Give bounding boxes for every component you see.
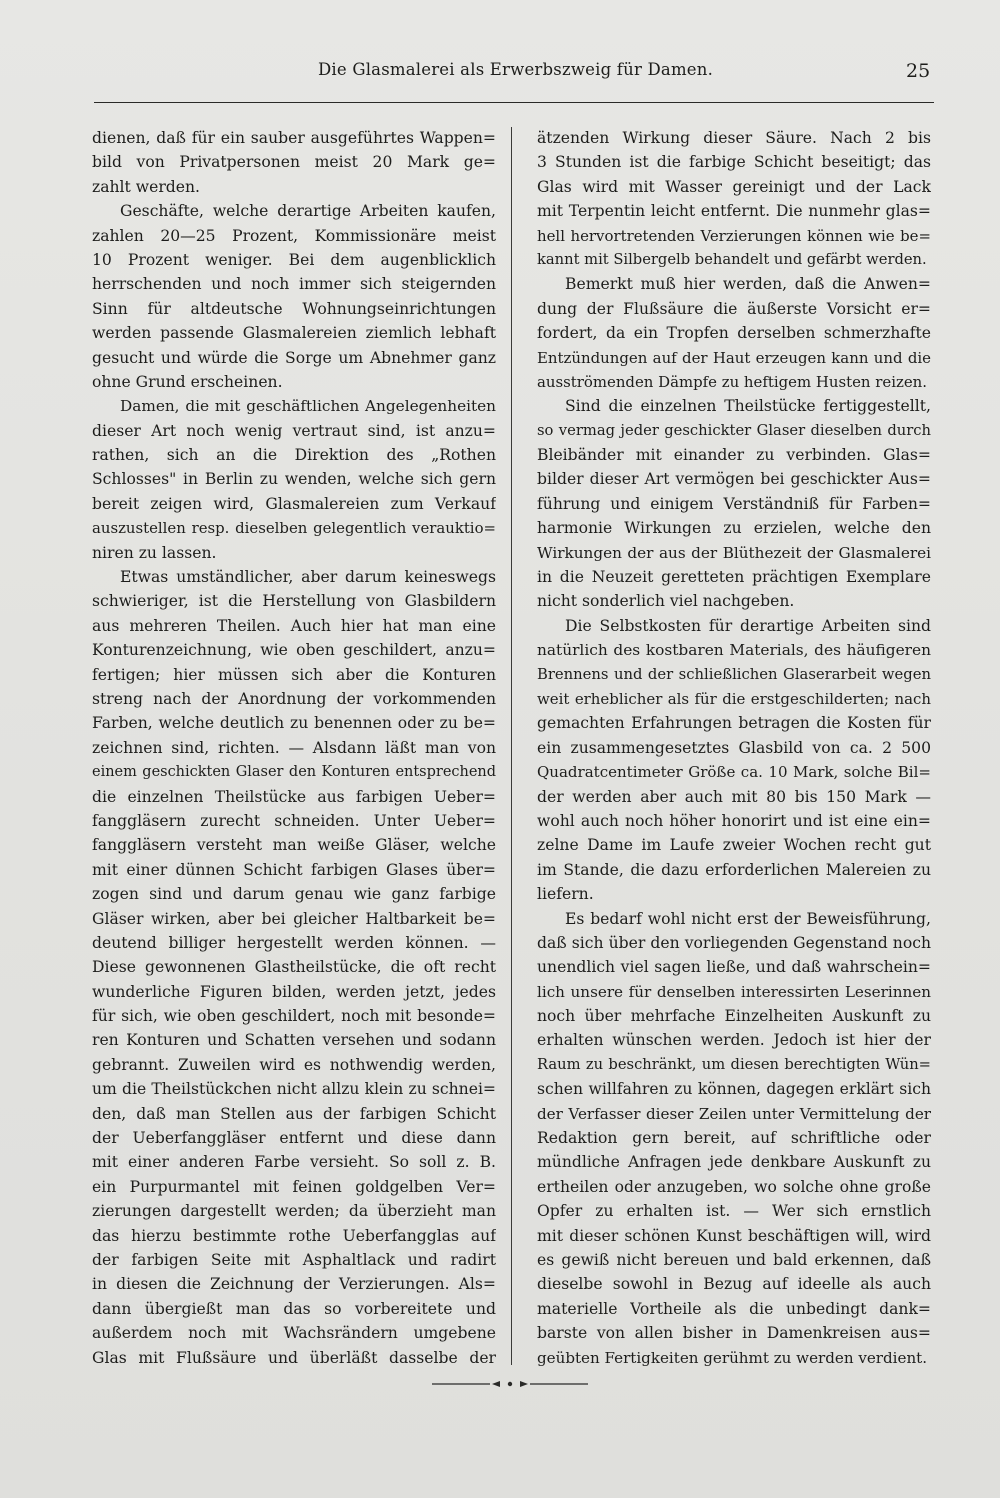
text-line: schen willfahren zu können, dagegen erklärt sich xyxy=(537,1080,931,1099)
text-line: die einzelnen Theilstücke aus farbigen Ueber= xyxy=(92,787,496,806)
text-line: aus mehreren Theilen. Auch hier hat man eine xyxy=(92,616,496,635)
text-line: Glas wird mit Wasser gereinigt und der Lack xyxy=(537,177,931,196)
text-line: fanggläsern versteht man weiße Gläser, welche xyxy=(92,836,496,855)
text-line: Bleibänder mit einander zu verbinden. Glas= xyxy=(537,446,931,465)
text-line: materielle Vortheile als die unbedingt dank= xyxy=(537,1299,931,1318)
text-line: Raum zu beschränkt, um diesen berechtigten Wün= xyxy=(537,1055,931,1073)
text-line: Wirkungen der aus der Blüthezeit der Glasmalerei xyxy=(537,543,931,562)
text-line: 3 Stunden ist die farbige Schicht beseitigt; das xyxy=(537,153,931,172)
text-line: ausströmenden Dämpfe zu heftigem Husten reizen. xyxy=(537,372,927,391)
running-title: Die Glasmalerei als Erwerbszweig für Damen. xyxy=(318,60,714,79)
text-line: bilder dieser Art vermögen bei geschickter Aus= xyxy=(537,470,931,489)
text-line: deutend billiger hergestellt werden können. — xyxy=(92,933,496,952)
text-line: mündliche Anfragen jede denkbare Auskunft zu xyxy=(537,1153,931,1172)
text-line: Brennens und der schließlichen Glaserarbeit wegen xyxy=(537,665,931,683)
text-line: barste von allen bisher in Damenkreisen aus= xyxy=(537,1324,931,1343)
text-line: der Ueberfanggläser entfernt und diese dann xyxy=(92,1129,496,1148)
left-text-column xyxy=(92,126,496,1370)
text-line: Sind die einzelnen Theilstücke fertiggestellt, xyxy=(565,397,931,416)
text-line: herrschenden und noch immer sich steigernden xyxy=(92,275,496,294)
text-line: der farbigen Seite mit Asphaltlack und radirt xyxy=(92,1250,496,1269)
text-line: in diesen die Zeichnung der Verzierungen. Als= xyxy=(92,1275,496,1294)
text-line: rathen, sich an die Direktion des „Rothen xyxy=(92,446,496,465)
text-line: geübten Fertigkeiten gerühmt zu werden verdient. xyxy=(537,1348,928,1367)
text-line: wohl auch noch höher honorirt und ist eine ein= xyxy=(537,811,931,830)
text-line: Schlosses" in Berlin zu wenden, welche sich gern xyxy=(92,470,496,489)
text-line: erhalten wünschen werden. Jedoch ist hier der xyxy=(537,1031,931,1050)
column-divider xyxy=(511,127,512,1365)
text-line: zierungen dargestellt werden; da überzieht man xyxy=(92,1202,496,1221)
text-line: zahlt werden. xyxy=(92,177,201,196)
end-ornament xyxy=(430,1378,590,1390)
text-line: um die Theilstückchen nicht allzu klein zu schnei= xyxy=(92,1080,496,1099)
text-line: Die Selbstkosten für derartige Arbeiten sind xyxy=(565,616,931,635)
text-line: liefern. xyxy=(537,885,594,904)
text-line: der werden aber auch mit 80 bis 150 Mark — xyxy=(537,787,931,806)
text-line: zahlen 20—25 Prozent, Kommissionäre meist xyxy=(92,226,496,245)
text-line: fertigen; hier müssen sich aber die Konturen xyxy=(92,665,496,684)
text-line: Gläser wirken, aber bei gleicher Haltbarkeit be= xyxy=(92,909,496,928)
text-line: gebrannt. Zuweilen wird es nothwendig werden, xyxy=(92,1055,496,1074)
text-line: dann übergießt man das so vorbereitete und xyxy=(92,1299,496,1318)
text-line: ein Purpurmantel mit feinen goldgelben Ver= xyxy=(92,1177,496,1196)
text-line: wunderliche Figuren bilden, werden jetzt, jedes xyxy=(92,982,496,1001)
text-line: ohne Grund erscheinen. xyxy=(92,372,283,391)
text-line: dieser Art noch wenig vertraut sind, ist anzu= xyxy=(92,421,496,440)
text-line: werden passende Glasmalereien ziemlich lebhaft xyxy=(92,324,496,343)
text-line: auszustellen resp. dieselben gelegentlich verauktio= xyxy=(92,519,496,538)
text-line: den, daß man Stellen aus der farbigen Schicht xyxy=(92,1104,496,1123)
text-line: einem geschickten Glaser den Konturen entsprechend xyxy=(92,764,496,781)
text-line: fordert, da ein Tropfen derselben schmerzhafte xyxy=(537,324,931,343)
text-line: mit Terpentin leicht entfernt. Die nunmehr glas= xyxy=(537,202,931,221)
text-line: ren Konturen und Schatten versehen und sodann xyxy=(92,1031,496,1050)
text-line: zeichnen sind, richten. — Alsdann läßt man von xyxy=(92,738,496,757)
text-line: Damen, die mit geschäftlichen Angelegenheiten xyxy=(120,397,496,416)
text-line: bild von Privatpersonen meist 20 Mark ge= xyxy=(92,153,496,172)
text-line: mit einer anderen Farbe versieht. So soll z. B. xyxy=(92,1153,496,1172)
text-line: dienen, daß für ein sauber ausgeführtes Wappen= xyxy=(92,129,496,147)
text-line: Bemerkt muß hier werden, daß die Anwen= xyxy=(565,275,931,294)
text-line: ein zusammengesetztes Glasbild von ca. 2 500 xyxy=(537,738,931,757)
text-line: dung der Flußsäure die äußerste Vorsicht er= xyxy=(537,299,931,318)
text-line: Redaktion gern bereit, auf schriftliche oder xyxy=(537,1129,931,1148)
page-number: 25 xyxy=(906,60,931,82)
text-line: streng nach der Anordnung der vorkommenden xyxy=(92,689,496,708)
text-line: noch über mehrfache Einzelheiten Auskunft zu xyxy=(537,1007,931,1026)
text-line: fanggläsern zurecht schneiden. Unter Ueber= xyxy=(92,811,496,830)
text-line: außerdem noch mit Wachsrändern umgebene xyxy=(92,1324,496,1343)
text-line: lich unsere für denselben interessirten Leserinnen xyxy=(537,982,931,1001)
text-line: schwieriger, ist die Herstellung von Glasbildern xyxy=(92,592,496,611)
text-line: nicht sonderlich viel nachgeben. xyxy=(537,592,795,611)
text-line: weit erheblicher als für die erstgeschilderten; nach xyxy=(537,689,931,708)
text-line: Diese gewonnenen Glastheilstücke, die oft recht xyxy=(92,958,496,977)
text-line: bereit zeigen wird, Glasmalereien zum Verkauf xyxy=(92,494,496,513)
text-line: unendlich viel sagen ließe, und daß wahrschein= xyxy=(537,958,931,977)
text-line: Etwas umständlicher, aber darum keineswegs xyxy=(120,568,496,587)
text-line: Sinn für altdeutsche Wohnungseinrichtungen xyxy=(92,299,496,318)
text-line: Glas mit Flußsäure und überläßt dasselbe der xyxy=(92,1348,496,1367)
text-line: in die Neuzeit geretteten prächtigen Exemplare xyxy=(537,568,931,587)
text-line: Farben, welche deutlich zu benennen oder zu be= xyxy=(92,714,496,733)
text-line: für sich, wie oben geschildert, noch mit besonde= xyxy=(92,1007,496,1026)
text-line: gesucht und würde die Sorge um Abnehmer ganz xyxy=(92,348,496,367)
text-line: niren zu lassen. xyxy=(92,543,217,562)
header-rule xyxy=(94,102,934,103)
text-line: Entzündungen auf der Haut erzeugen kann und die xyxy=(537,348,931,367)
text-line: Es bedarf wohl nicht erst der Beweisführung, xyxy=(565,909,931,928)
right-text-column xyxy=(537,126,931,1370)
text-line: es gewiß nicht bereuen und bald erkennen, daß xyxy=(537,1250,931,1269)
text-line: natürlich des kostbaren Materials, des häufigeren xyxy=(537,641,931,660)
text-line: harmonie Wirkungen zu erzielen, welche den xyxy=(537,519,931,538)
text-line: ertheilen oder anzugeben, wo solche ohne große xyxy=(537,1177,931,1196)
text-line: zogen sind und darum genau wie ganz farbige xyxy=(92,885,496,904)
text-line: mit einer dünnen Schicht farbigen Glases über= xyxy=(92,860,496,879)
text-line: mit dieser schönen Kunst beschäftigen will, wird xyxy=(537,1226,931,1245)
text-line: so vermag jeder geschickter Glaser dieselben durch xyxy=(537,421,931,439)
text-line: der Verfasser dieser Zeilen unter Vermittelung der xyxy=(537,1104,931,1123)
text-line: gemachten Erfahrungen betragen die Kosten für xyxy=(537,714,931,733)
text-line: Opfer zu erhalten ist. — Wer sich ernstlich xyxy=(537,1202,931,1221)
text-line: das hierzu bestimmte rothe Ueberfangglas auf xyxy=(92,1226,496,1245)
text-line: dieselbe sowohl in Bezug auf ideelle als auch xyxy=(537,1275,931,1294)
text-line: kannt mit Silbergelb behandelt und gefärbt werden. xyxy=(537,250,927,268)
text-line: Geschäfte, welche derartige Arbeiten kaufen, xyxy=(120,202,496,221)
text-line: Konturenzeichnung, wie oben geschildert, anzu= xyxy=(92,641,496,660)
text-line: 10 Prozent weniger. Bei dem augenblicklich xyxy=(92,250,496,269)
text-line: Quadratcentimeter Größe ca. 10 Mark, solche Bil= xyxy=(537,763,931,782)
text-line: hell hervortretenden Verzierungen können wie be= xyxy=(537,226,931,245)
text-line: ätzenden Wirkung dieser Säure. Nach 2 bis xyxy=(537,129,931,147)
text-line: im Stande, die dazu erforderlichen Malereien zu xyxy=(537,860,931,879)
text-line: führung und einigem Verständniß für Farben= xyxy=(537,494,931,513)
text-line: zelne Dame im Laufe zweier Wochen recht gut xyxy=(537,836,931,855)
text-line: daß sich über den vorliegenden Gegenstand noch xyxy=(537,933,931,952)
